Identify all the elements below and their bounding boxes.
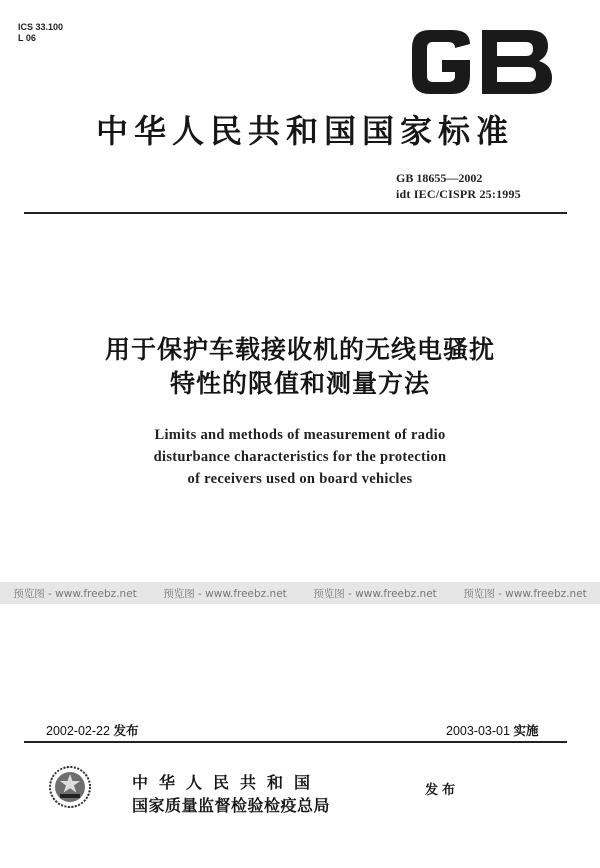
ccs-code: L 06 — [18, 33, 36, 43]
watermark-band — [0, 582, 600, 604]
standard-number — [396, 170, 521, 202]
impl-label: 实施 — [513, 723, 539, 738]
issuer-line2: 国家质量监督检验检疫总局 — [132, 796, 331, 815]
national-emblem-icon — [48, 765, 92, 809]
idt-number: idt IEC/CISPR 25:1995 — [396, 187, 521, 201]
issuer-action: 发布 — [425, 783, 460, 798]
gb-number: GB 18655—2002 — [396, 171, 483, 185]
watermark-text: 预览图 - www.freebz.net — [463, 587, 587, 600]
gb-logo-mark — [400, 22, 560, 102]
title-cn-line2: 特性的限值和测量方法 — [169, 369, 430, 398]
title-en — [60, 424, 540, 490]
top-divider — [24, 212, 567, 214]
ics-code: ICS 33.100 — [18, 22, 64, 32]
bottom-divider — [24, 741, 567, 743]
issuer-line1: 中华人民共和国 — [132, 773, 322, 792]
title-en-line2: disturbance characteristics for the protection — [153, 449, 447, 465]
issuer-block — [132, 770, 330, 816]
title-en-line3: of receivers used on board vehicles — [187, 471, 413, 487]
issue-date: 2002-02-22 — [46, 724, 110, 738]
classification-codes — [18, 22, 63, 44]
watermark-text: 预览图 - www.freebz.net — [313, 587, 437, 600]
gb-logo — [400, 22, 560, 102]
impl-date: 2003-03-01 — [446, 724, 510, 738]
issue-date-block — [46, 721, 138, 739]
title-en-line1: Limits and methods of measurement of radio — [154, 427, 446, 443]
national-standard-title: 中华人民共和国国家标准 — [95, 112, 514, 150]
title-cn-line1: 用于保护车载接收机的无线电骚扰 — [104, 335, 495, 364]
watermark-text: 预览图 - www.freebz.net — [13, 587, 137, 600]
gb-logo-text: GB — [400, 22, 402, 23]
impl-date-block — [446, 721, 538, 739]
issue-label: 发布 — [113, 723, 139, 738]
watermark-text: 预览图 - www.freebz.net — [163, 587, 287, 600]
